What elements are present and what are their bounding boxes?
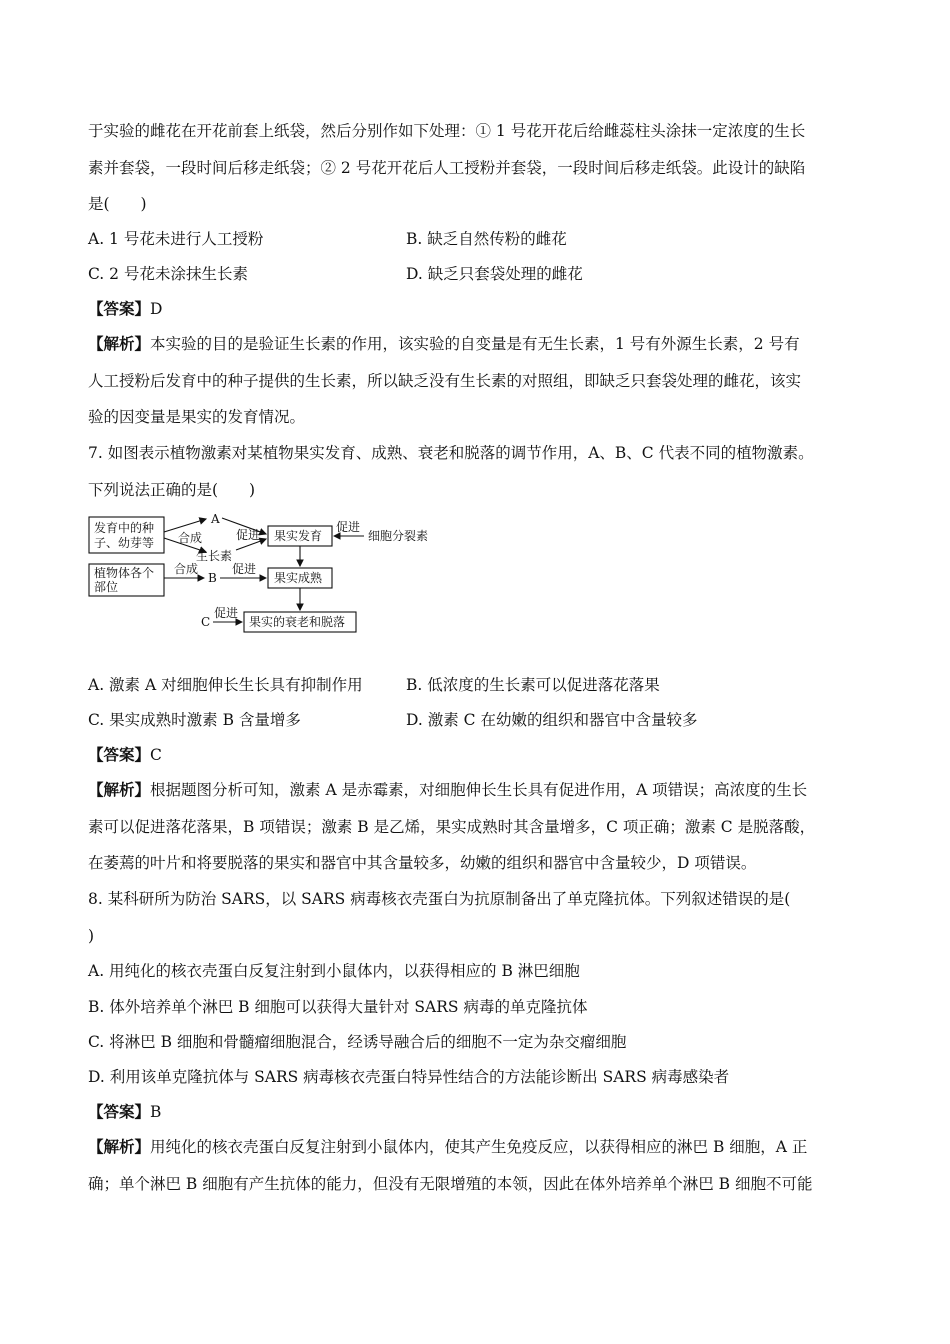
label-promote-3: 促进 (232, 562, 257, 576)
q7-stem-line-2: 下列说法正确的是( ) (88, 481, 256, 499)
q7-analysis-text-1: 根据题图分析可知，激素 A 是赤霉素，对细胞伸长生长具有促进作用，A 项错误；高浓度的生长 (150, 781, 808, 799)
q8-answer-value: B (150, 1103, 162, 1121)
q7-answer (88, 745, 162, 765)
label-promote-1: 促进 (236, 528, 261, 542)
q8-stem-line-1: 8. 某科研所为防治 SARS，以 SARS 病毒核衣壳蛋白为抗原制备出了单克隆抗体。下列叙述错误的是( (88, 890, 791, 908)
q8-analysis-line-1 (88, 1137, 807, 1157)
box-seeds-text-2: 子、幼芽等 (94, 536, 155, 550)
q8-option-b: B. 体外培养单个淋巴 B 细胞可以获得大量针对 SARS 病毒的单克隆抗体 (88, 998, 588, 1016)
q7-option-d: D. 激素 C 在幼嫩的组织和器官中含量较多 (406, 711, 698, 729)
box-seeds-text-1: 发育中的种 (94, 521, 155, 535)
q6-option-b: B. 缺乏自然传粉的雌花 (406, 230, 567, 248)
q8-option-a: A. 用纯化的核衣壳蛋白反复注射到小鼠体内，以获得相应的 B 淋巴细胞 (88, 962, 580, 980)
label-synth-2: 合成 (174, 562, 199, 576)
q6-option-a: A. 1 号花未进行人工授粉 (88, 230, 264, 248)
q8-analysis-line-2: 确；单个淋巴 B 细胞有产生抗体的能力，但没有无限增殖的本领，因此在体外培养单个淋巴 B 细胞不可能 (88, 1175, 813, 1193)
label-b: B (208, 571, 217, 585)
q6-stem-line-2: 素并套袋，一段时间后移走纸袋；② 2 号花开花后人工授粉并套袋，一段时间后移走纸袋。此设计的缺陷 (88, 159, 806, 177)
q6-analysis-label: 【解析】 (88, 334, 151, 353)
q6-answer-value: D (150, 300, 163, 318)
q6-analysis-text-1: 本实验的目的是验证生长素的作用，该实验的自变量是有无生长素，1 号有外源生长素，2 号有 (150, 335, 800, 353)
q6-stem-line-1: 于实验的雌花在开花前套上纸袋，然后分别作如下处理：① 1 号花开花后给雌蕊柱头涂抹一定浓度的生长 (88, 122, 806, 140)
label-promote-2: 促进 (336, 520, 361, 534)
label-promote-4: 促进 (214, 606, 239, 620)
q6-option-d: D. 缺乏只套袋处理的雌花 (406, 265, 583, 283)
q6-answer-label: 【答案】 (88, 299, 151, 318)
q6-analysis-line-1 (88, 334, 800, 354)
box-parts-text-2: 部位 (94, 580, 119, 594)
label-auxin: 生长素 (196, 549, 233, 563)
q8-option-c: C. 将淋巴 B 细胞和骨髓瘤细胞混合，经诱导融合后的细胞不一定为杂交瘤细胞 (88, 1033, 627, 1051)
q8-analysis-text-1: 用纯化的核衣壳蛋白反复注射到小鼠体内，使其产生免疫反应，以获得相应的淋巴 B 细胞，A 正 (150, 1138, 808, 1156)
q8-option-d: D. 利用该单克隆抗体与 SARS 病毒核衣壳蛋白特异性结合的方法能诊断出 SARS 病毒感染者 (88, 1068, 730, 1086)
q8-stem-line-2: ) (88, 927, 95, 945)
q8-analysis-label: 【解析】 (88, 1137, 151, 1156)
q7-stem-line-1: 7. 如图表示植物激素对某植物果实发育、成熟、衰老和脱落的调节作用，A、B、C 代表不同的植物激素。 (88, 444, 814, 462)
q8-answer-label: 【答案】 (88, 1102, 151, 1121)
q7-analysis-line-1 (88, 780, 807, 800)
q7-option-c: C. 果实成熟时激素 B 含量增多 (88, 711, 301, 729)
label-cytokinin: 细胞分裂素 (368, 529, 429, 543)
box-develop-text: 果实发育 (274, 529, 323, 543)
q7-answer-label: 【答案】 (88, 745, 151, 764)
q6-analysis-line-3: 验的因变量是果实的发育情况。 (88, 408, 306, 426)
q7-analysis-label: 【解析】 (88, 780, 151, 799)
label-a: A (211, 512, 220, 526)
q6-stem-line-3: 是( ) (88, 195, 147, 213)
q7-analysis-line-2: 素可以促进落花落果，B 项错误；激素 B 是乙烯，果实成熟时其含量增多，C 项正确；激素 C 是脱落酸， (88, 818, 816, 836)
box-parts-text-1: 植物体各个 (94, 566, 155, 580)
q7-option-b: B. 低浓度的生长素可以促进落花落果 (406, 676, 660, 694)
q7-answer-value: C (150, 746, 162, 764)
hormone-regulation-diagram (86, 506, 446, 636)
q7-option-a: A. 激素 A 对细胞伸长生长具有抑制作用 (88, 676, 363, 694)
q7-analysis-line-3: 在萎蔫的叶片和将要脱落的果实和器官中其含量较多，幼嫩的组织和器官中含量较少，D 项错误。 (88, 854, 757, 872)
q8-answer (88, 1102, 161, 1122)
box-senesce-text: 果实的衰老和脱落 (249, 615, 346, 629)
q6-analysis-line-2: 人工授粉后发育中的种子提供的生长素，所以缺乏没有生长素的对照组，即缺乏只套袋处理的雌花，该实 (88, 372, 802, 390)
label-c: C (201, 615, 211, 629)
label-synth-1: 合成 (178, 531, 203, 545)
q6-option-c: C. 2 号花未涂抹生长素 (88, 265, 248, 283)
q6-answer (88, 299, 162, 319)
box-ripen-text: 果实成熟 (274, 571, 323, 585)
